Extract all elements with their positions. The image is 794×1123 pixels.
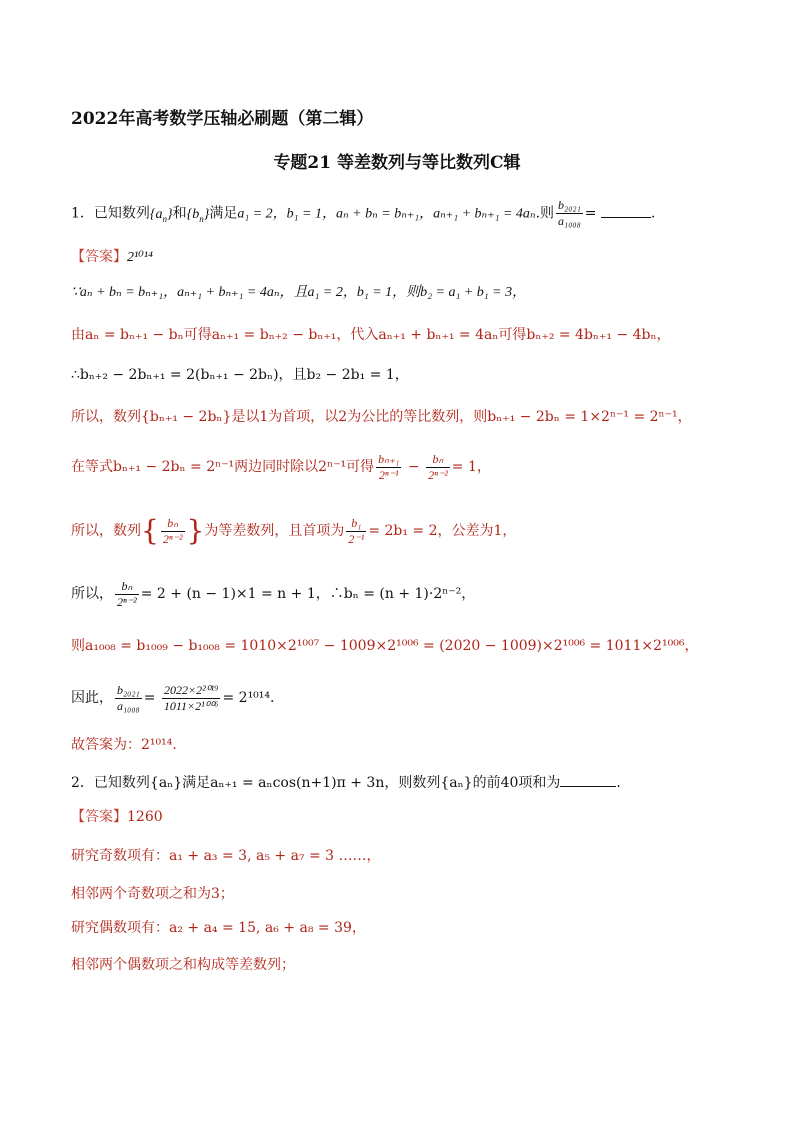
- q2-step-4: 相邻两个偶数项之和构成等差数列；: [71, 957, 295, 973]
- q1-step-5: 在等式bₙ₊₁ − 2bₙ = 2ⁿ⁻¹两边同时除以2ⁿ⁻¹可得 $\frac{\text{bₙ₊₁}}{\text{2ⁿ⁻¹}}$ − $\frac{\text{bₙ}}{\text{2ⁿ⁻²}}$ = 1，: [71, 451, 491, 482]
- q1-step-6: 所以，数列{ $\frac{\text{bₙ}}{\text{2ⁿ⁻²}}$ }为等差数列，且首项为 $\frac{\text{b₁}}{\text{2⁻¹}}$ = 2b₁ = 2，公差为1，: [71, 514, 517, 547]
- q1-step-1: ∵aₙ + bₙ = bₙ₊₁，aₙ₊₁ + bₙ₊₁ = 4aₙ，且a₁ = 2，b₁ = 1，则b₂ = a₁ + b₁ = 3，: [71, 285, 527, 300]
- question-2: 2．已知数列{aₙ}满足aₙ₊₁ = aₙcos(n+1)π + 3n，则数列{aₙ}的前40项和为 .: [71, 772, 754, 793]
- q1-step-8: 则a₁₀₀₈ = b₁₀₀₉ − b₁₀₀₈ = 1010×2¹⁰⁰⁷ − 1009×2¹⁰⁰⁶ = (2020 − 1009)×2¹⁰⁰⁶ = 1011×2¹⁰⁰⁶，: [71, 638, 699, 654]
- answer-blank: [560, 772, 616, 787]
- q2-step-3: 研究偶数项有：a₂ + a₄ = 15, a₆ + a₈ = 39，: [71, 920, 366, 936]
- q1-final: 故答案为：2¹⁰¹⁴.: [71, 737, 177, 753]
- q1-fraction: $\frac{\text{b₂₀₂₁}}{\text{a₁₀₀₈}}$: [558, 198, 581, 228]
- answer-blank: [601, 203, 651, 218]
- q1-step-7: 所以， $\frac{\text{bₙ}}{\text{2ⁿ⁻²}}$ = 2 + (n − 1)×1 = n + 1，∴bₙ = (n + 1)·2ⁿ⁻²，: [71, 578, 476, 609]
- document-subtitle: 专题21 等差数列与等比数列C辑: [273, 153, 521, 173]
- q1-answer: 【答案】2¹⁰¹⁴: [71, 249, 153, 265]
- q2-step-1: 研究奇数项有：a₁ + a₃ = 3, a₅ + a₇ = 3 ……，: [71, 848, 381, 864]
- question-1: 1．已知数列$\{a_n\}$和$\{b_n\}$满足a₁ = 2，b₁ = 1，aₙ + bₙ = bₙ₊₁，aₙ₊₁ + bₙ₊₁ = 4aₙ.则 $\frac{\text{b₂₀₂₁}}{\text{a₁₀₀₈}}$ = .: [71, 198, 656, 228]
- q2-step-2: 相邻两个奇数项之和为3；: [71, 886, 234, 902]
- q1-step-3: ∴bₙ₊₂ − 2bₙ₊₁ = 2(bₙ₊₁ − 2bₙ)，且b₂ − 2b₁ = 1，: [71, 367, 409, 383]
- q1-step-2: 由aₙ = bₙ₊₁ − bₙ可得aₙ₊₁ = bₙ₊₂ − bₙ₊₁，代入aₙ₊₁ + bₙ₊₁ = 4aₙ可得bₙ₊₂ = 4bₙ₊₁ − 4bₙ，: [71, 327, 671, 343]
- document-title: 2022年高考数学压轴必刷题（第二辑）: [71, 109, 374, 129]
- q1-step-4: 所以，数列{bₙ₊₁ − 2bₙ}是以1为首项，以2为公比的等比数列，则bₙ₊₁ − 2bₙ = 1×2ⁿ⁻¹ = 2ⁿ⁻¹，: [71, 409, 692, 425]
- q1-step-9: 因此， $\frac{\text{b₂₀₂₁}}{\text{a₁₀₀₈}}$ = $\frac{\text{2022×2²⁰¹⁹}}{\text{1011×2¹⁰⁰⁶}}$ = 2¹⁰¹⁴.: [71, 682, 275, 713]
- q2-answer: 【答案】1260: [71, 809, 163, 825]
